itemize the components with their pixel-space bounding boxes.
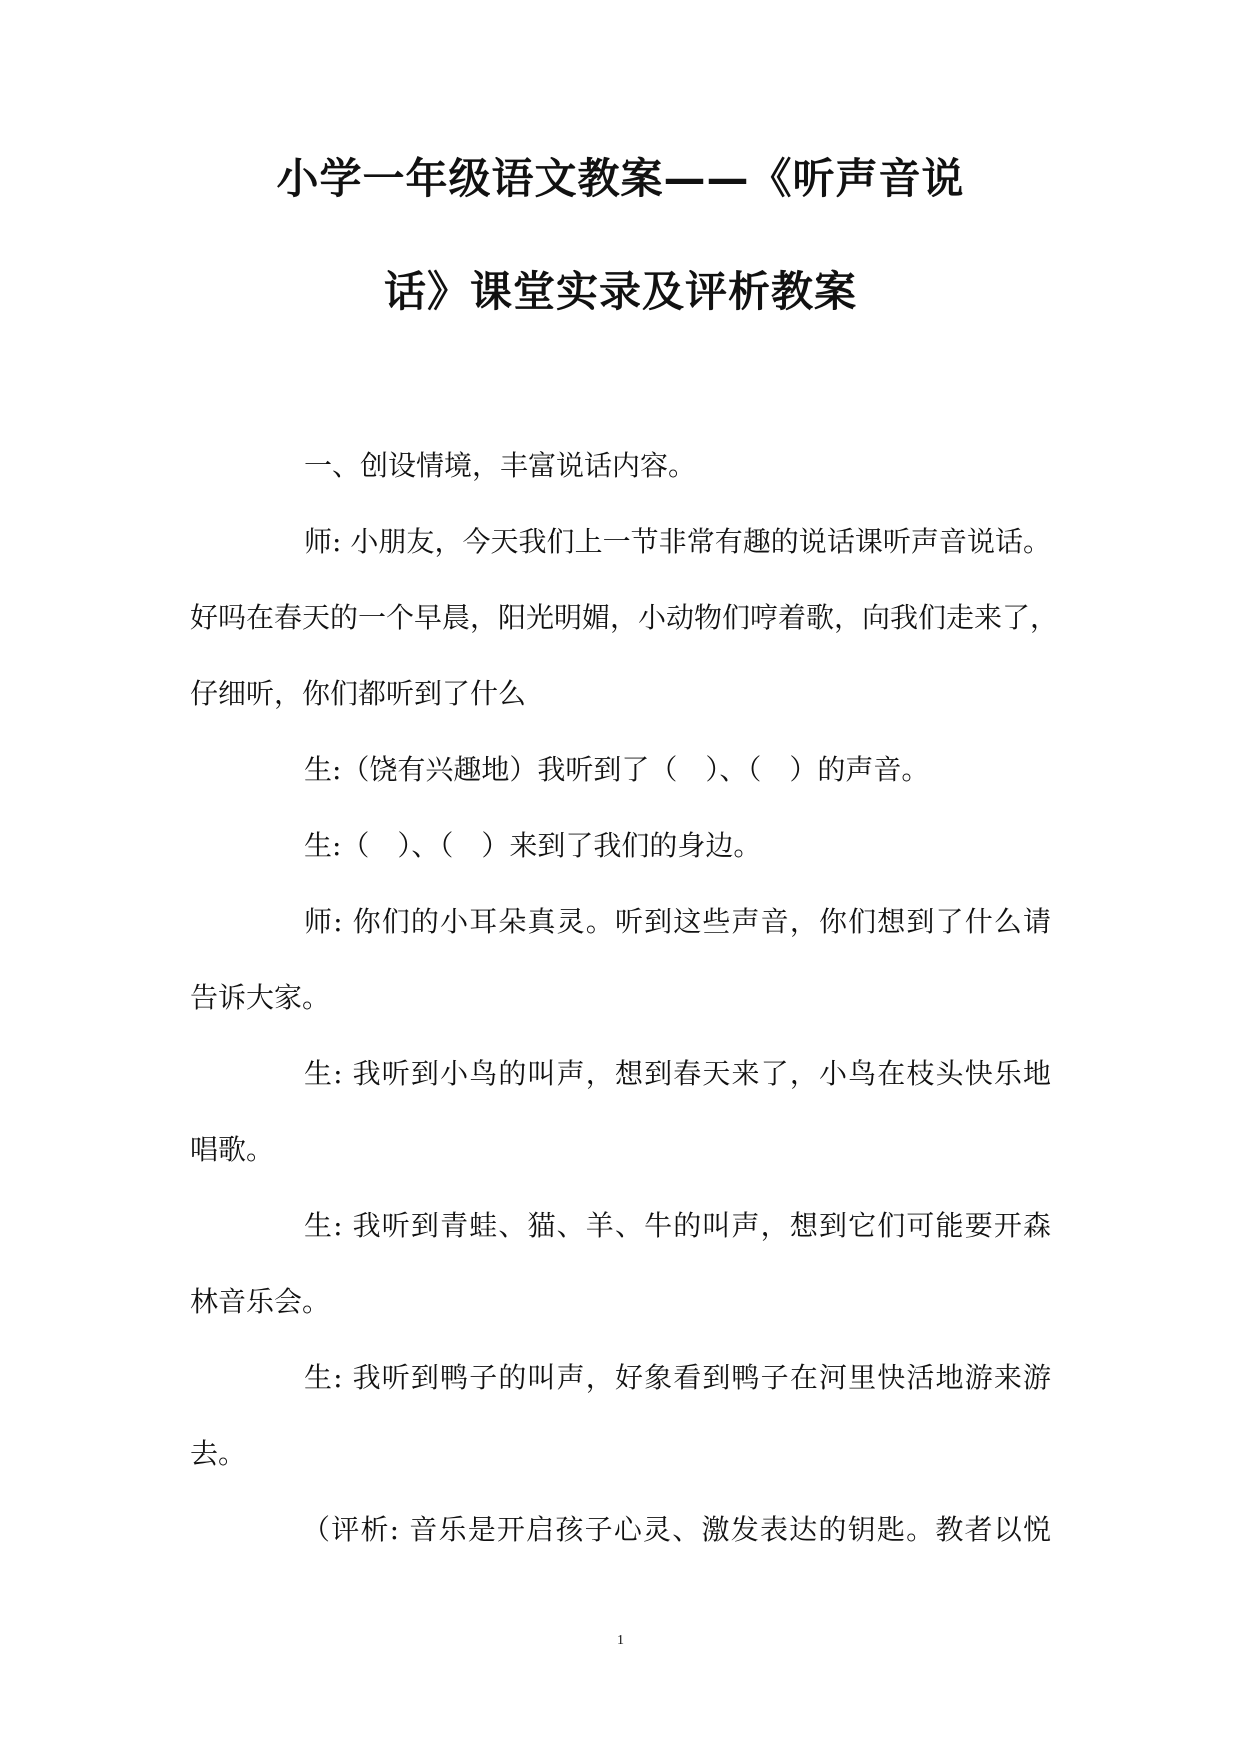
paragraph-line: 告诉大家。 bbox=[190, 981, 331, 1014]
paragraph-line: 生:（饶有兴趣地）我听到了（ ）、（ ）的声音。 bbox=[304, 753, 930, 786]
paragraph-line: 生: 我听到小鸟的叫声，想到春天来了，小鸟在枝头快乐地 bbox=[304, 1057, 1051, 1090]
paragraph-line: 唱歌。 bbox=[190, 1133, 275, 1166]
paragraph-line: 好吗在春天的一个早晨，阳光明媚，小动物们哼着歌，向我们走来了， bbox=[190, 601, 1059, 634]
paragraph-line: 仔细听，你们都听到了什么 bbox=[190, 677, 527, 710]
page-number: 1 bbox=[617, 1633, 624, 1648]
commentary-line: （评析: 音乐是开启孩子心灵、激发表达的钥匙。教者以悦 bbox=[302, 1513, 1051, 1546]
paragraph-line: 生: 我听到鸭子的叫声，好象看到鸭子在河里快活地游来游 bbox=[304, 1361, 1051, 1394]
document-title-line-1: 小学一年级语文教案——《听声音说 bbox=[276, 154, 965, 203]
paragraph-line: 生:（ ）、（ ）来到了我们的身边。 bbox=[304, 829, 762, 862]
paragraph-line: 师: 你们的小耳朵真灵。听到这些声音，你们想到了什么请 bbox=[304, 905, 1051, 938]
paragraph-line: 师: 小朋友，今天我们上一节非常有趣的说话课听声音说话。 bbox=[304, 525, 1051, 558]
paragraph-line: 林音乐会。 bbox=[190, 1285, 331, 1318]
paragraph-line: 生: 我听到青蛙、猫、羊、牛的叫声，想到它们可能要开森 bbox=[304, 1209, 1051, 1242]
document-title-line-2: 话》课堂实录及评析教案 bbox=[383, 267, 857, 316]
paragraph-line: 去。 bbox=[190, 1437, 247, 1470]
section-heading: 一、创设情境，丰富说话内容。 bbox=[304, 449, 697, 482]
